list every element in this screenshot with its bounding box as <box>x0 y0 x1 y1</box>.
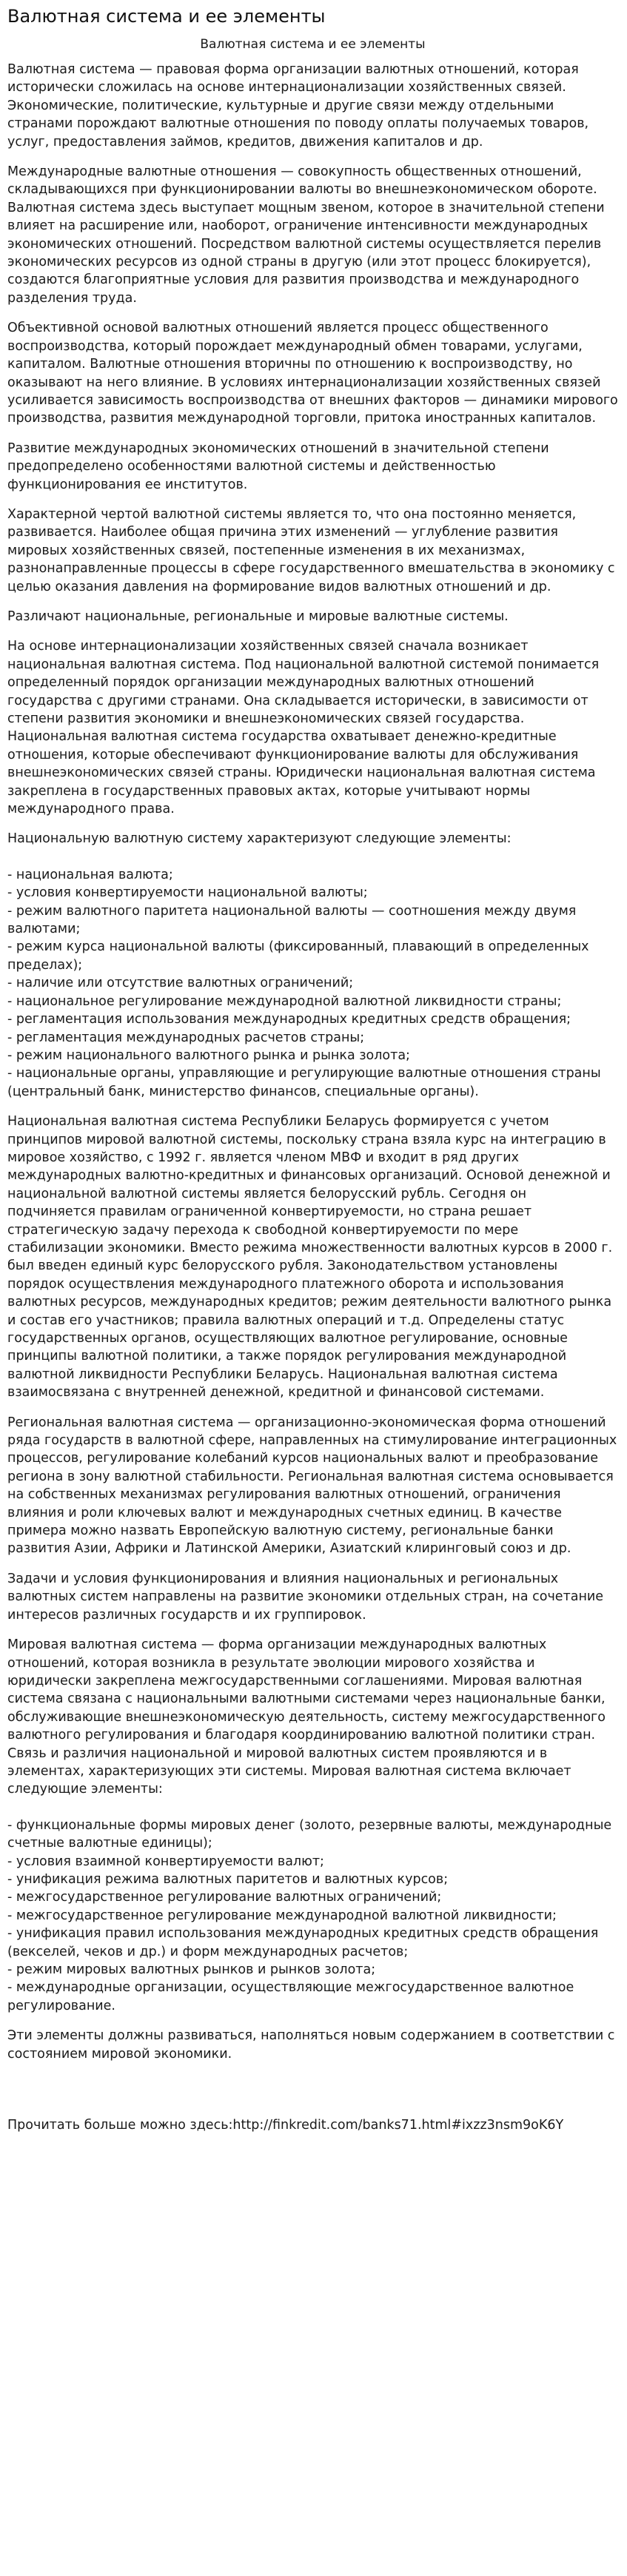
list-item: - межгосударственное регулирование валютных ограничений; <box>7 1890 442 1905</box>
national-elements-list <box>7 866 618 1101</box>
paragraph: Объективной основой валютных отношений является процесс общественного воспроизводства, который порождает международный обмен товарами, услугами, капиталом. Валютные отношения вторичны по отношению к воспроизводству, но оказывают на него влияние. В условиях интернационализации хозяйственных связей усиливается зависимость воспроизводства от внешних факторов — динамики мирового производства, развития международной торговли, притока иностранных капиталов. <box>7 321 618 426</box>
list-item: - международные организации, осуществляющие межгосударственное валютное регулирование. <box>7 1980 574 2013</box>
list-item: - регламентация использования международных кредитных средств обращения; <box>7 1012 571 1027</box>
read-more-line <box>7 2116 618 2134</box>
article-subtitle: Валютная система и ее элементы <box>200 37 426 52</box>
closing-paragraph: Эти элементы должны развиваться, наполняться новым содержанием в соответствии с состоянием мировой экономики. <box>7 2028 615 2062</box>
paragraph: Валютная система — правовая форма организации валютных отношений, которая исторически сложилась на основе интернационализации хозяйственных связей. Экономические, политические, культурные и другие связи между отдельными странами порождают валютные отношения по поводу оплаты получаемых товаров, услуг, предоставления займов, кредитов, движения капиталов и др. <box>7 62 589 150</box>
paragraph: Задачи и условия функционирования и влияния национальных и региональных валютных систем направлены на развитие экономики отдельных стран, на сочетание интересов различных государств и их группировок. <box>7 1571 604 1623</box>
blank-line <box>7 1799 618 1817</box>
list-item: - наличие или отсутствие валютных ограничений; <box>7 976 354 991</box>
list-item: - национальное регулирование международной валютной ликвидности страны; <box>7 993 562 1009</box>
list-item: - режим национального валютного рынка и рынка золота; <box>7 1047 410 1063</box>
paragraph: Развитие международных экономических отношений в значительной степени предопределено особенностями валютной системы и действенностью функционирования ее институтов. <box>7 440 549 492</box>
list-item: - режим курса национальной валюты (фиксированный, плавающий в определенных пределах); <box>7 939 589 973</box>
national-elements-intro: Национальную валютную систему характеризуют следующие элементы: <box>7 831 512 847</box>
paragraph: Международные валютные отношения — совокупность общественных отношений, складывающихся при функционировании валюты во внешнеэкономическом обороте. Валютная система здесь выступает мощным звеном, которое в значительной степени влияет на расширение или, наоборот, ограничение интенсивности международных экономических отношений. Посредством валютной системы осуществляется перелив экономических ресурсов из одной страны в другую (или этот процесс блокируется), создаются благоприятные условия для развития производства и международного разделения труда. <box>7 164 605 306</box>
list-item: - национальные органы, управляющие и регулирующие валютные отношения страны (центральный банк, министерство финансов, специальные органы). <box>7 1066 601 1099</box>
list-item: - функциональные формы мировых денег (золото, резервные валюты, международные счетные валютные единицы); <box>7 1817 612 1851</box>
paragraph: На основе интернационализации хозяйственных связей сначала возникает национальная валютная система. Под национальной валютной системой понимается определенный порядок организации международных валютных отношений государства с другими странами. Она складывается исторически, в зависимости от степени развития экономики и внешнеэкономических связей государства. Национальная валютная система государства охватывает денежно-кредитные отношения, которые обеспечивают функционирование валюты для обслуживания внешнеэкономических связей страны. Юридически национальная валютная система закреплена в государственных правовых актах, которые учитывают нормы международного права. <box>7 639 600 817</box>
list-item: - унификация правил использования международных кредитных средств обращения (векселей, чеков и др.) и форм международных расчетов; <box>7 1926 599 1959</box>
list-item: - национальная валюта; <box>7 867 173 882</box>
page-title: Валютная система и ее элементы <box>7 6 326 27</box>
list-item: - условия конвертируемости национальной валюты; <box>7 885 368 901</box>
paragraph: Национальная валютная система Республики Беларусь формируется с учетом принципов мировой валютной системы, поскольку страна взяла курс на интеграцию в мировое хозяйство, с 1992 г. является членом МВФ и входит в ряд других международных валютно-кредитных и финансовых организаций. Основой денежной и национальной валютной системы является белорусский рубль. Сегодня он подчиняется правилам ограниченной конвертируемости, но страна решает стратегическую задачу перехода к свободной конвертируемости по мере стабилизации экономики. Вместо режима множественности валютных курсов в 2000 г. был введен единый курс белорусского рубля. Законодательством установлены порядок осуществления международного платежного оборота и использования валютных ресурсов, международных кредитов; режим деятельности валютного рынка и состав его участников; правила валютных операций и т.д. Определены статус государственных органов, осуществляющих валютное регулирование, основные принципы валютной политики, а также порядок регулирования международной валютной ликвидности Республики Беларусь. Национальная валютная система взаимосвязана с внутренней денежной, кредитной и финансовой системами. <box>7 1114 613 1401</box>
paragraph: Различают национальные, региональные и мировые валютные системы. <box>7 608 509 624</box>
list-item: - межгосударственное регулирование международной валютной ликвидности; <box>7 1908 557 1923</box>
list-item: - режим мировых валютных рынков и рынков золота; <box>7 1962 376 1977</box>
paragraph: Характерной чертой валютной системы является то, что она постоянно меняется, развивается. Наиболее общая причина этих изменений — углубление развития мировых хозяйственных связей, постепенные изменения в их механизмах, разнонаправленные процессы в сфере государственного вмешательства в экономику с целью оказания давления на формирование видов валютных отношений и др. <box>7 506 615 594</box>
world-elements-list <box>7 1817 618 2015</box>
paragraph: Мировая валютная система — форма организации международных валютных отношений, которая возникла в результате эволюции мирового хозяйства и юридически закреплена межгосударственными соглашениями. Мировая валютная система связана с национальными валютными системами через национальные банки, обслуживающие внешнеэкономическую деятельность, систему межгосударственного валютного регулирования и благодаря координированию валютной политики стран. Связь и различия национальной и мировой валютных систем проявляются и в элементах, характеризующих эти системы. Мировая валютная система включает следующие элементы: <box>7 1637 606 1797</box>
list-item: - регламентация международных расчетов страны; <box>7 1030 365 1045</box>
paragraph: Региональная валютная система — организационно-экономическая форма отношений ряда государств в валютной сфере, направленных на стимулирование интеграционных процессов, регулирование колебаний курсов национальных валют и преобразование региона в зону валютной стабильности. Региональная валютная система основывается на собственных механизмах регулирования валютных отношений, ограничения влияния и роли ключевых валют и международных счетных единиц. В качестве примера можно назвать Европейскую валютную систему, региональные банки развития Азии, Африки и Латинской Америки, Азиатский клиринговый союз и др. <box>7 1415 617 1557</box>
list-item: - условия взаимной конвертируемости валют; <box>7 1854 324 1869</box>
list-item: - режим валютного паритета национальной валюты — соотношения между двумя валютами; <box>7 903 577 937</box>
blank-line <box>7 848 618 866</box>
read-more-link[interactable]: Прочитать больше можно здесь:http://finkredit.com/banks71.html#ixzz3nsm9oK6Y <box>7 2118 564 2133</box>
list-item: - унификация режима валютных паритетов и валютных курсов; <box>7 1871 449 1887</box>
